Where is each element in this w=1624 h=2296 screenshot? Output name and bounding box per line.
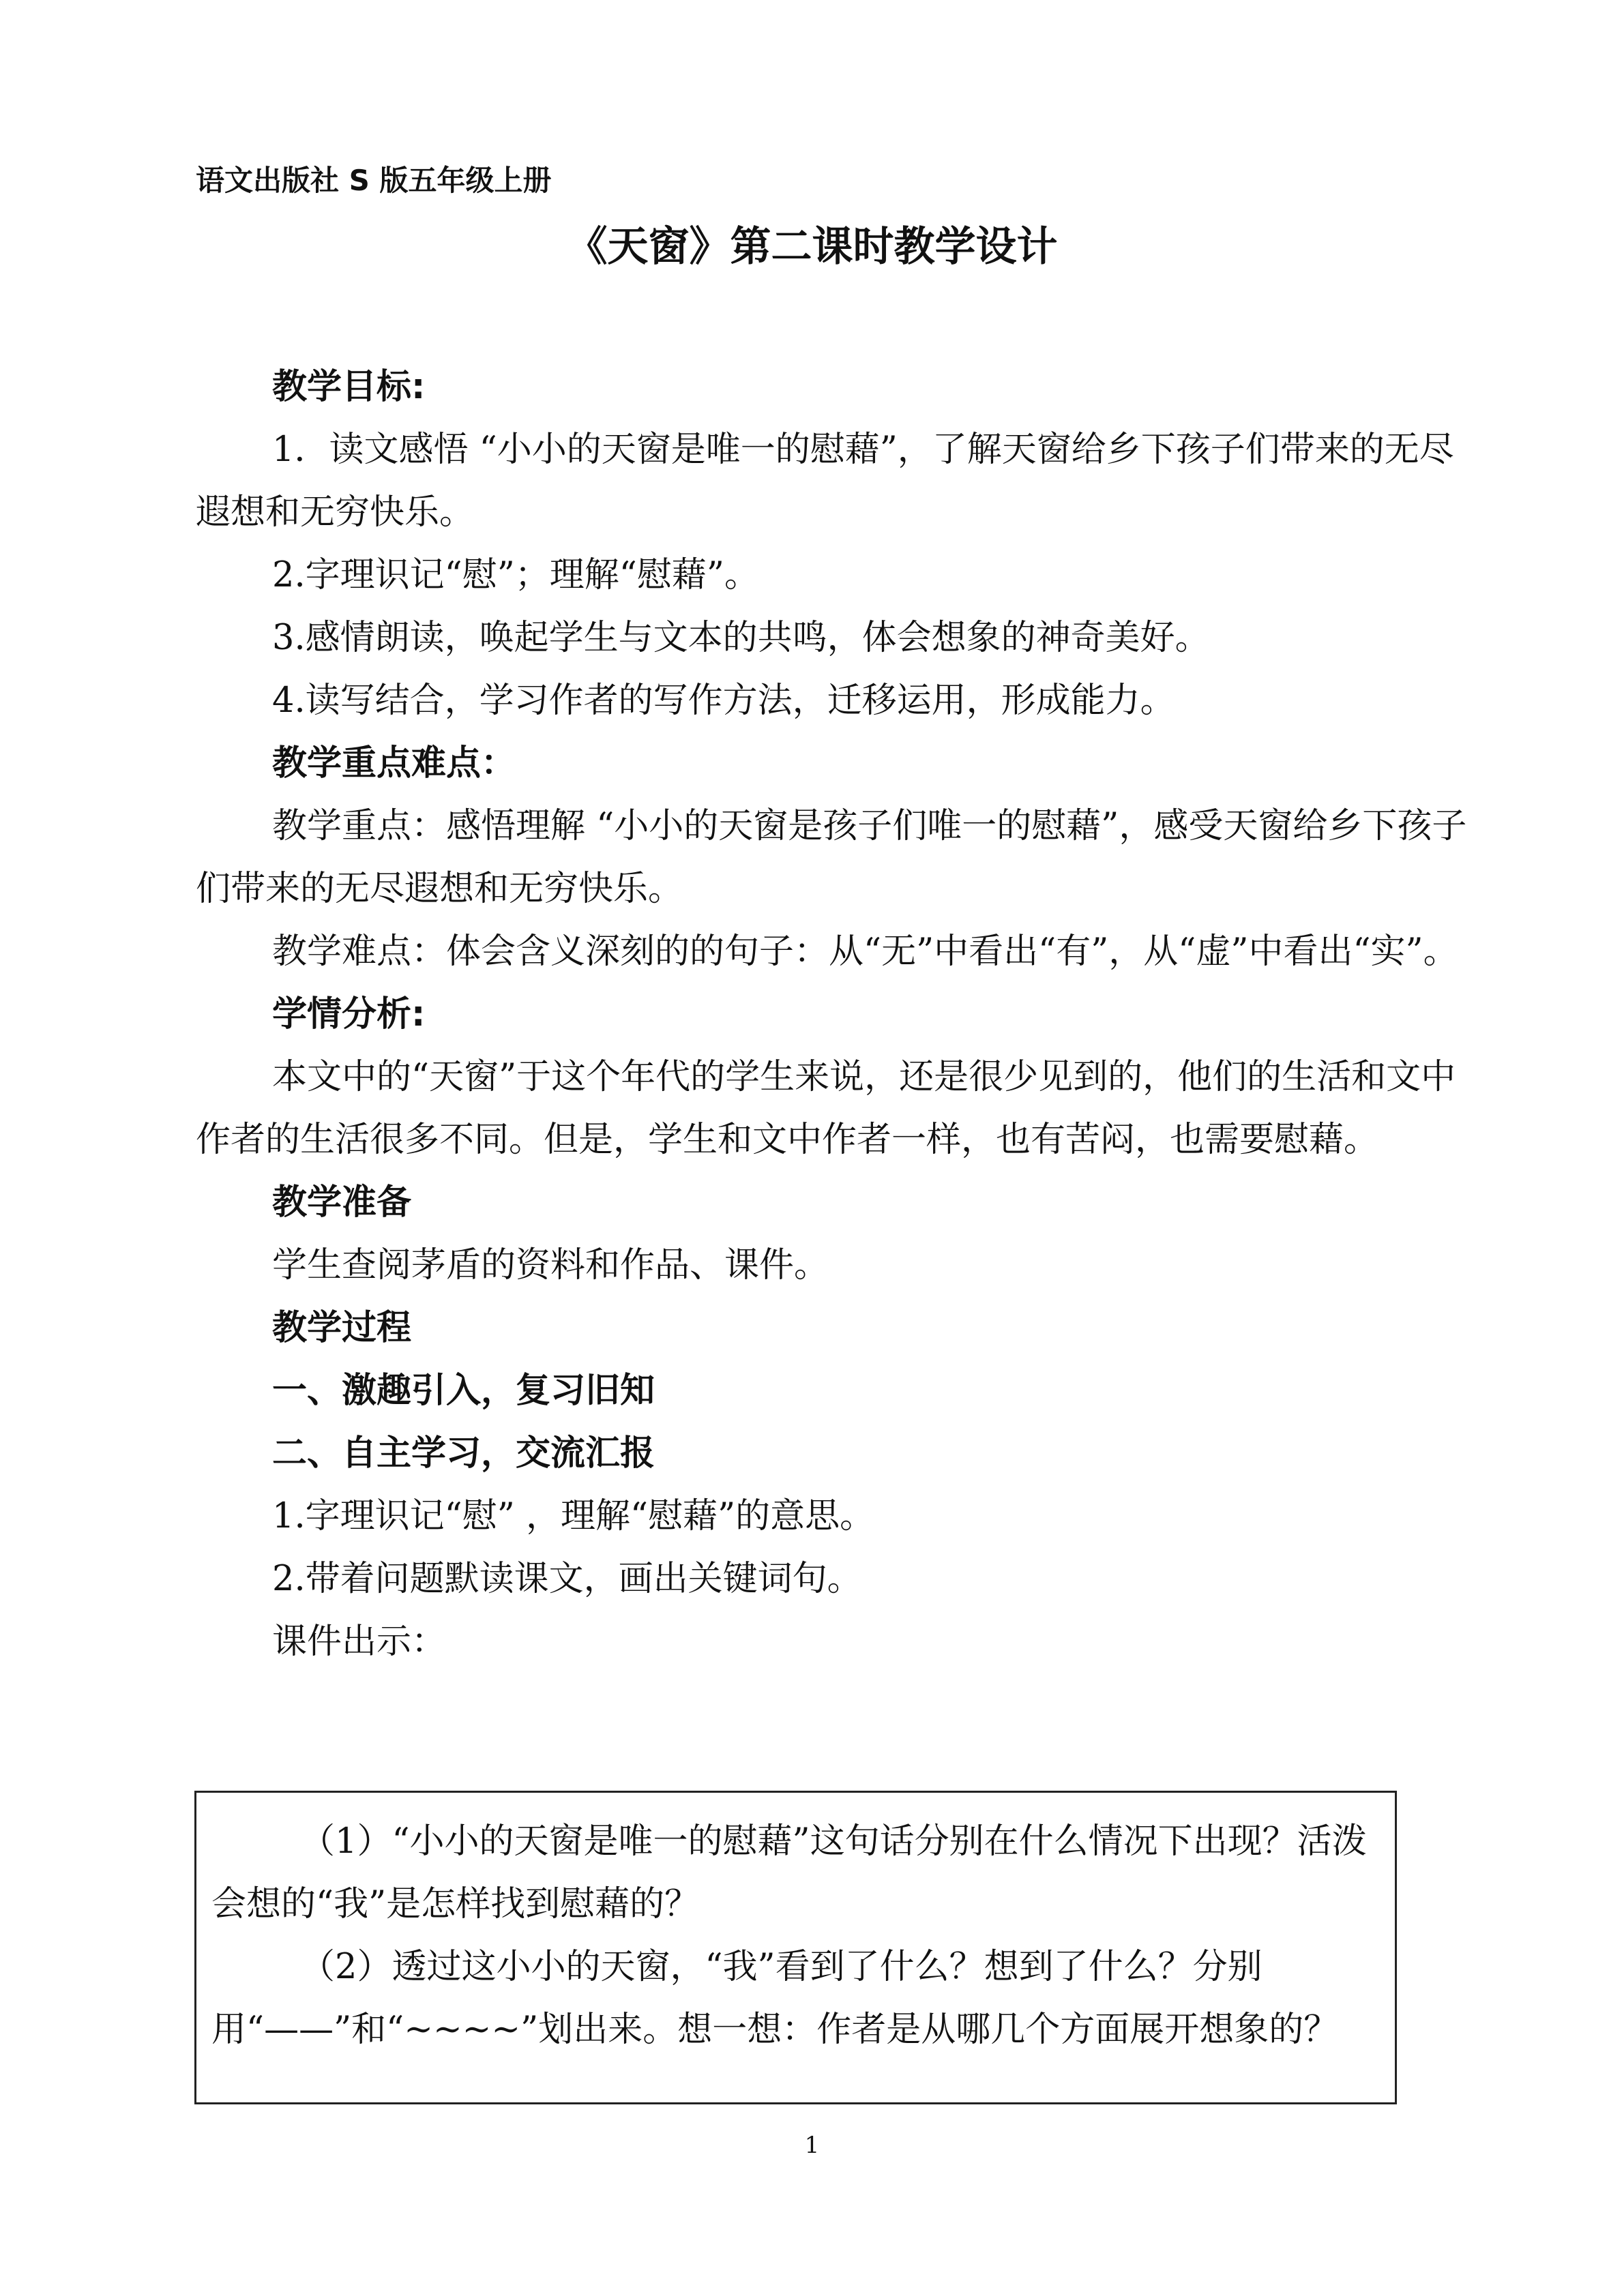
- preparation-text: 学生查阅茅盾的资料和作品、课件。: [272, 1245, 829, 1285]
- process-step-1: 一、激趣引入，复习旧知: [272, 1371, 655, 1411]
- courseware-box: [194, 1791, 1397, 2104]
- objective-item-1: 1．读文感悟 “小小的天窗是唯一的慰藉”，了解天窗给乡下孩子们带来的无尽遐想和无穷快乐。: [196, 430, 1454, 533]
- process-step-2: 二、自主学习，交流汇报: [272, 1433, 655, 1474]
- courseware-question-2: （2）透过这小小的天窗，“我”看到了什么？想到了什么？分别用“——”和“~~~~”划出来。想一想：作者是从哪几个方面展开想象的？: [211, 1947, 1339, 2050]
- publisher-line: 语文出版社 S 版五年级上册: [196, 164, 552, 197]
- objective-item-3: 3.感情朗读，唤起学生与文本的共鸣，体会想象的神奇美好。: [272, 618, 1210, 658]
- objective-item-4: 4.读写结合，学习作者的写作方法，迁移运用，形成能力。: [272, 681, 1175, 721]
- objectives-heading: 教学目标:: [272, 367, 426, 407]
- courseware-label: 课件出示：: [272, 1622, 447, 1662]
- process-item-1: 1.字理识记“慰” ，理解“慰藉”的意思。: [272, 1496, 875, 1536]
- objective-item-2: 2.字理识记“慰”；理解“慰藉”。: [272, 555, 759, 595]
- key-focus: 教学重点：感悟理解 “小小的天窗是孩子们唯一的慰藉”，感受天窗给乡下孩子们带来的无尽遐想和无穷快乐。: [196, 806, 1467, 909]
- key-points-heading: 教学重点难点：: [272, 743, 516, 784]
- key-difficulty: 教学难点：体会含义深刻的的句子：从“无”中看出“有”，从“虚”中看出“实”。: [272, 931, 1458, 972]
- process-item-2: 2.带着问题默读课文，画出关键词句。: [272, 1559, 862, 1599]
- document-body: [196, 356, 1471, 1673]
- courseware-question-1: （1）“小小的天窗是唯一的慰藉”这句话分别在什么情况下出现？活泼会想的“我”是怎样找到慰藉的？: [211, 1821, 1367, 1924]
- page-number: 1: [804, 2132, 820, 2159]
- analysis-text: 本文中的“天窗”于这个年代的学生来说，还是很少见到的，他们的生活和文中作者的生活很多不同。但是，学生和文中作者一样，也有苦闷，也需要慰藉。: [196, 1057, 1456, 1160]
- process-heading: 教学过程: [272, 1308, 412, 1348]
- document-title: 《天窗》第二课时教学设计: [566, 223, 1058, 271]
- analysis-heading: 学情分析:: [272, 994, 426, 1034]
- preparation-heading: 教学准备: [272, 1182, 412, 1223]
